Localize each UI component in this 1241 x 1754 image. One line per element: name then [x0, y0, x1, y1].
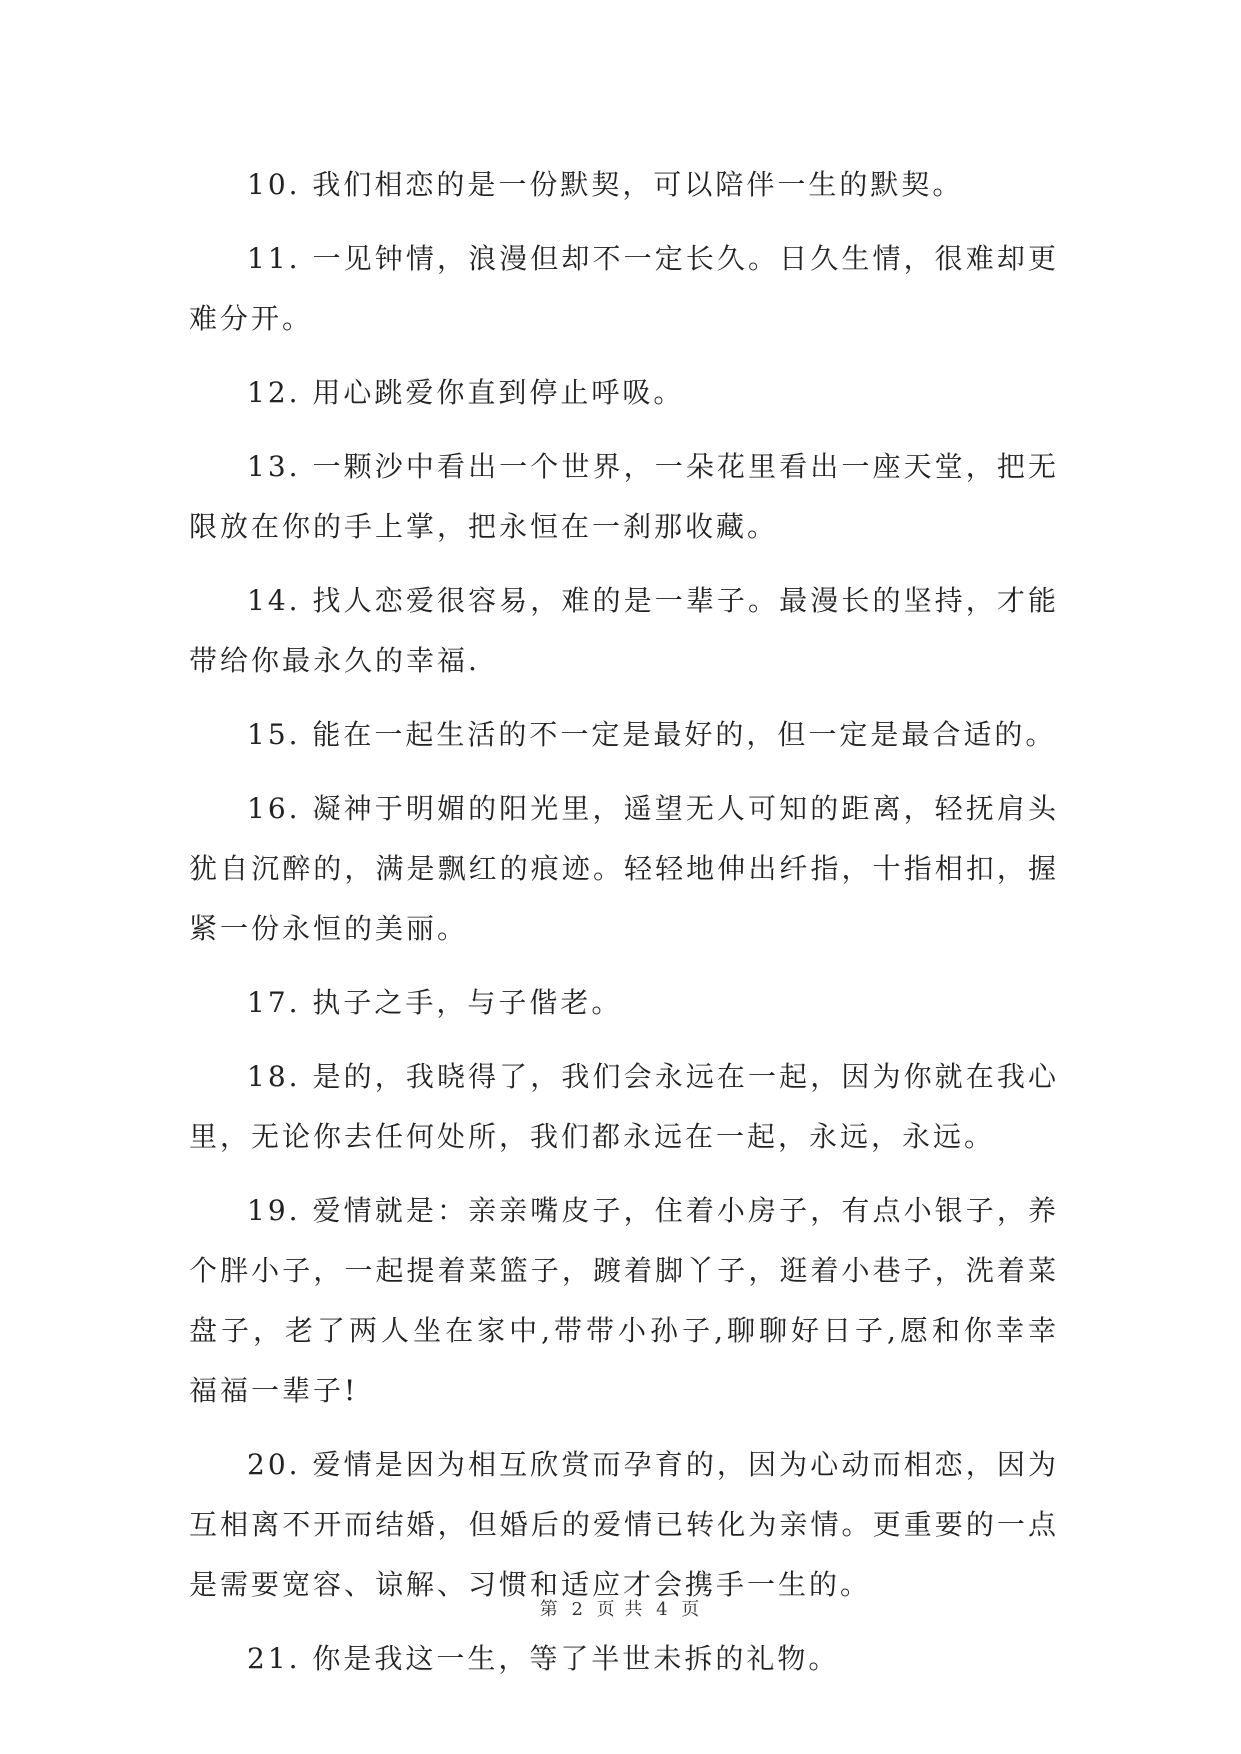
page-footer	[0, 1595, 1241, 1621]
current-page-number: 2	[571, 1599, 585, 1620]
paragraph-18: 18. 是的，我晓得了，我们会永远在一起，因为你就在我心里，无论你去任何处所，我们都永远在一起，永远，永远。	[189, 1060, 1059, 1153]
paragraph-11: 11. 一见钟情，浪漫但却不一定长久。日久生情，很难却更难分开。	[189, 242, 1059, 335]
paragraph-17: 17. 执子之手，与子偕老。	[247, 986, 623, 1019]
paragraph-10: 10. 我们相恋的是一份默契，可以陪伴一生的默契。	[247, 168, 964, 201]
paragraph-14: 14. 找人恋爱很容易，难的是一辈子。最漫长的坚持，才能带给你最永久的幸福.	[189, 584, 1059, 677]
paragraph-12: 12. 用心跳爱你直到停止呼吸。	[247, 376, 685, 409]
paragraph-21: 21. 你是我这一生，等了半世未拆的礼物。	[247, 1642, 840, 1675]
footer-prefix: 第	[539, 1599, 560, 1620]
paragraph-16: 16. 凝神于明媚的阳光里，遥望无人可知的距离，轻抚肩头犹自沉醉的，满是飘红的痕迹。轻轻地伸出纤指，十指相扣，握紧一份永恒的美丽。	[189, 792, 1059, 945]
footer-middle: 页 共	[596, 1599, 645, 1620]
paragraph-20: 20. 爱情是因为相互欣赏而孕育的，因为心动而相恋，因为互相离不开而结婚，但婚后的爱情已转化为亲情。更重要的一点是需要宽容、谅解、习惯和适应才会携手一生的。	[189, 1448, 1059, 1601]
paragraph-15: 15. 能在一起生活的不一定是最好的，但一定是最合适的。	[247, 718, 1057, 751]
footer-suffix: 页	[681, 1599, 702, 1620]
document-body	[189, 155, 1059, 1703]
paragraph-19: 19. 爱情就是：亲亲嘴皮子，住着小房子，有点小银子，养个胖小子，一起提着菜篮子，踱着脚丫子，逛着小巷子，洗着菜盘子，老了两人坐在家中,带带小孙子,聊聊好日子,愿和你幸幸福福一辈子!	[189, 1194, 1059, 1407]
total-pages-number: 4	[656, 1599, 670, 1620]
paragraph-13: 13. 一颗沙中看出一个世界，一朵花里看出一座天堂，把无限放在你的手上掌，把永恒在一刹那收藏。	[189, 450, 1059, 543]
